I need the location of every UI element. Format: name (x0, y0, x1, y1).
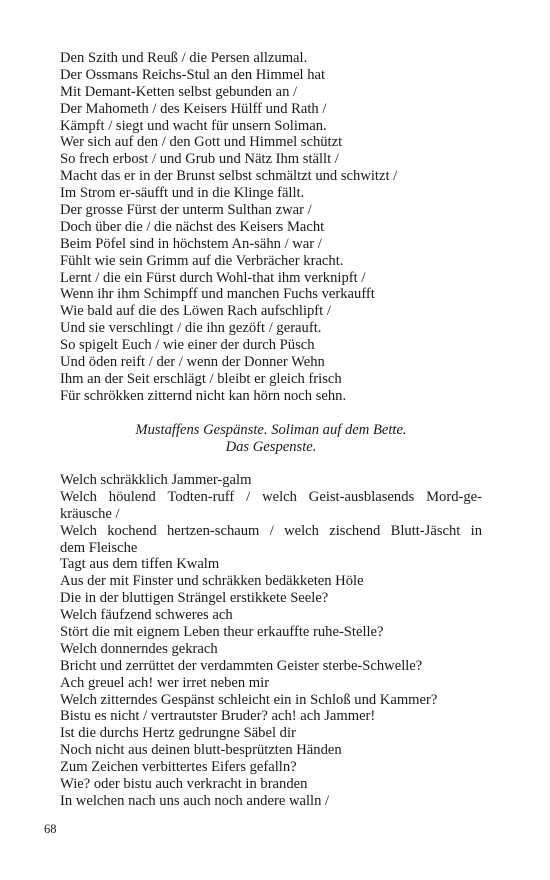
verse-line: Im Strom er-säufft und in die Klinge fällt. (60, 185, 305, 202)
verse-line: Bistu es nicht / vertrautster Bruder? ach! ach Jammer! (60, 708, 376, 725)
scene-heading (60, 422, 482, 456)
verse-line: Bricht und zerrüttet der verdammten Geister sterbe-Schwelle? (60, 657, 423, 674)
verse-line: Macht das er in der Brunst selbst schmältzt und schwitzt / (60, 168, 398, 185)
verse-line: Wenn ihr ihm Schimpff und manchen Fuchs verkaufft (60, 286, 375, 303)
page-number: 68 (44, 822, 57, 836)
scene-heading-line: Mustaffens Gespänste. Soliman auf dem Bette. (135, 422, 407, 438)
verse-line: Welch schräkklich Jammer-galm (60, 472, 252, 488)
verse-line: Wer sich auf den / den Gott und Himmel schützt (60, 134, 343, 151)
verse-line: Welch kochend hertzen-schaum / welch zischend Blutt-Jäscht in (60, 522, 482, 539)
verse-line: Welch donnerndes gekrach (60, 640, 218, 657)
verse-line: Wie bald auf die des Löwen Rach aufschlipft / (60, 303, 331, 320)
verse-line: dem Fleische (60, 539, 138, 556)
verse-line: Tagt aus dem tiffen Kwalm (60, 556, 220, 573)
verse-block-1 (60, 50, 482, 405)
verse-line: Der Mahometh / des Keisers Hülff und Rath / (60, 100, 327, 117)
verse-line: Der grosse Fürst der unterm Sulthan zwar / (60, 202, 312, 219)
verse-line: Ist die durchs Hertz gedrungne Säbel dir (60, 725, 296, 742)
verse-line: Doch über die / die nächst des Keisers Macht (60, 218, 325, 235)
verse-line: So spigelt Euch / wie einer der durch Püsch (60, 337, 315, 354)
verse-line: Aus der mit Finster und schräkken bedäkketen Höle (60, 573, 364, 590)
verse-line: Kämpft / siegt und wacht für unsern Soliman. (60, 117, 327, 134)
verse-line: Welch zitterndes Gespänst schleicht ein in Schloß und Kammer? (60, 691, 438, 708)
verse-line: Ihm an der Seit erschlägt / bleibt er gleich frisch (60, 370, 342, 387)
verse-block-2 (60, 472, 482, 810)
verse-line: Fühlt wie sein Grimm auf die Verbrächer kracht. (60, 252, 344, 269)
verse-line: Ach greuel ach! wer irret neben mir (60, 674, 270, 691)
verse-line: So frech erbost / und Grub und Nätz Ihm ställt / (60, 151, 339, 168)
verse-line: Die in der bluttigen Strängel erstikkete Seele? (60, 590, 329, 607)
verse-line: Wie? oder bistu auch verkracht in branden (60, 776, 308, 793)
verse-line: Welch fäufzend schweres ach (60, 607, 233, 624)
verse-line: Den Szith und Reuß / die Persen allzumal. (60, 50, 308, 66)
verse-line: Stört die mit eignem Leben theur erkauffte ruhe-Stelle? (60, 624, 384, 641)
verse-line: Für schrökken zitternd nicht kan hörn noch sehn. (60, 387, 347, 404)
verse-line: In welchen nach uns auch noch andere walln / (60, 792, 330, 809)
verse-line: Welch höulend Todten-ruff / welch Geist-ausblasends Mord-ge- (60, 488, 482, 505)
verse-line: Zum Zeichen verbittertes Eifers gefalln? (60, 759, 297, 776)
verse-line: Beim Pöfel sind in höchstem An-sähn / war / (60, 235, 322, 252)
verse-line: Und öden reift / der / wenn der Donner Wehn (60, 354, 325, 371)
verse-line: Mit Demant-Ketten selbst gebunden an / (60, 83, 298, 100)
verse-line: Lernt / die ein Fürst durch Wohl-that ihm verknipft / (60, 269, 366, 286)
verse-line: kräusche / (60, 505, 120, 522)
verse-line: Noch nicht aus deinen blutt-besprützten Händen (60, 742, 342, 759)
scene-heading-line: Das Gespenste. (225, 438, 317, 455)
verse-line: Und sie verschlingt / die ihn gezöft / gerauft. (60, 320, 322, 337)
verse-line: Der Ossmans Reichs-Stul an den Himmel hat (60, 66, 326, 83)
